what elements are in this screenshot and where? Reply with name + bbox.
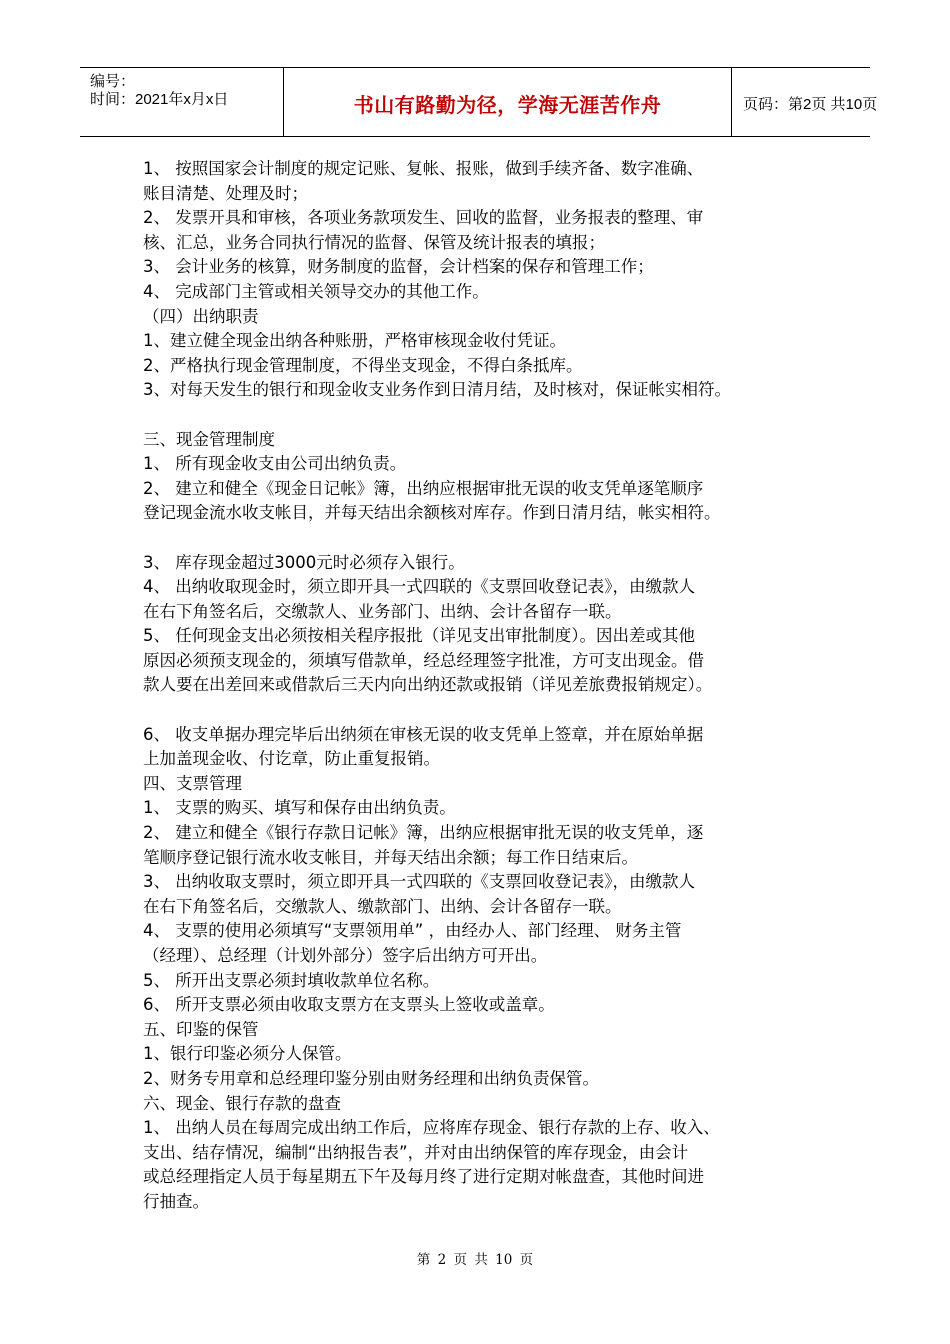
header-motto: 书山有路勤为径，学海无涯苦作舟 bbox=[353, 93, 662, 117]
text-line: （经理）、总经理（计划外部分）签字后出纳方可开出。 bbox=[143, 946, 548, 965]
text-line: 5、 所开出支票必须封填收款单位名称。 bbox=[143, 970, 440, 990]
text-line: 六、现金、银行存款的盘查 bbox=[143, 1093, 341, 1113]
document-body bbox=[143, 157, 833, 1215]
text-line: 6、 收支单据办理完毕后出纳须在审核无误的收支凭单上签章，并在原始单据 bbox=[143, 724, 704, 744]
text-line: 1、 支票的购买、填写和保存由出纳负责。 bbox=[143, 798, 456, 818]
page-header bbox=[80, 67, 878, 137]
text-line: 在右下角签名后，交缴款人、业务部门、出纳、会计各留存一联。 bbox=[143, 601, 622, 621]
text-line: 核、汇总，业务合同执行情况的监督、保管及统计报表的填报； bbox=[143, 232, 605, 252]
text-line: 登记现金流水收支帐目，并每天结出余额核对库存。作到日清月结，帐实相符。 bbox=[143, 503, 721, 523]
text-line: 2、 发票开具和审核，各项业务款项发生、回收的监督，业务报表的整理、审 bbox=[143, 208, 704, 228]
text-line: 6、 所开支票必须由收取支票方在支票头上签收或盖章。 bbox=[143, 995, 555, 1015]
text-line: 4、 支票的使用必须填写“支票领用单” ，由经办人、部门经理、 财务主管 bbox=[143, 921, 682, 941]
text-line: 3、 会计业务的核算，财务制度的监督，会计档案的保存和管理工作； bbox=[143, 257, 654, 277]
text-line: 在右下角签名后，交缴款人、缴款部门、出纳、会计各留存一联。 bbox=[143, 896, 622, 916]
text-line: 2、 建立和健全《现金日记帐》簿，出纳应根据审批无误的收支凭单逐笔顺序 bbox=[143, 478, 704, 498]
header-page-number: 页码：第2页 共10页 bbox=[743, 96, 878, 113]
text-line: （四）出纳职责 bbox=[143, 306, 259, 326]
text-line: 款人要在出差回来或借款后三天内向出纳还款或报销（详见差旅费报销规定）。 bbox=[143, 675, 713, 695]
text-line: 1、 出纳人员在每周完成出纳工作后，应将库存现金、银行存款的上存、收入、 bbox=[143, 1118, 720, 1138]
header-meta bbox=[80, 68, 280, 136]
text-line: 五、印鉴的保管 bbox=[143, 1019, 259, 1039]
text-line: 4、 出纳收取现金时，须立即开具一式四联的《支票回收登记表》，由缴款人 bbox=[143, 577, 695, 597]
text-line: 5、 任何现金支出必须按相关程序报批（详见支出审批制度）。因出差或其他 bbox=[143, 626, 695, 646]
text-line: 1、建立健全现金出纳各种账册，严格审核现金收付凭证。 bbox=[143, 331, 566, 351]
blank-line bbox=[143, 698, 833, 723]
text-line: 账目清楚、处理及时； bbox=[143, 183, 308, 203]
document-date-label: 时间：2021年x月x日 bbox=[90, 91, 229, 108]
text-line: 2、严格执行现金管理制度，不得坐支现金，不得白条抵库。 bbox=[143, 355, 583, 375]
blank-line bbox=[143, 403, 833, 428]
text-line: 原因必须预支现金的，须填写借款单，经总经理签字批准，方可支出现金。借 bbox=[143, 650, 704, 670]
document-number-label: 编号： bbox=[90, 73, 136, 90]
text-line: 4、 完成部门主管或相关领导交办的其他工作。 bbox=[143, 281, 489, 301]
text-line: 三、现金管理制度 bbox=[143, 429, 275, 449]
text-line: 1、银行印鉴必须分人保管。 bbox=[143, 1044, 352, 1064]
text-line: 或总经理指定人员于每星期五下午及每月终了进行定期对帐盘查，其他时间进 bbox=[143, 1167, 704, 1187]
text-line: 笔顺序登记银行流水收支帐目，并每天结出余额；每工作日结束后。 bbox=[143, 847, 638, 867]
text-line: 2、财务专用章和总经理印鉴分别由财务经理和出纳负责保管。 bbox=[143, 1068, 599, 1088]
text-line: 支出、结存情况，编制“出纳报告表”，并对由出纳保管的库存现金，由会计 bbox=[143, 1142, 689, 1162]
page-footer: 第 2 页 共 10 页 bbox=[416, 1252, 534, 1268]
text-line: 1、 所有现金收支由公司出纳负责。 bbox=[143, 454, 407, 474]
text-line: 3、 出纳收取支票时，须立即开具一式四联的《支票回收登记表》，由缴款人 bbox=[143, 872, 695, 892]
blank-line bbox=[143, 526, 833, 551]
text-line: 3、 库存现金超过3000元时必须存入银行。 bbox=[143, 552, 465, 572]
text-line: 上加盖现金收、付讫章，防止重复报销。 bbox=[143, 749, 440, 769]
header-page-cell bbox=[730, 68, 878, 136]
header-motto-cell bbox=[283, 68, 732, 136]
text-line: 四、支票管理 bbox=[143, 773, 242, 793]
text-line: 1、 按照国家会计制度的规定记账、复帐、报账，做到手续齐备、数字准确、 bbox=[143, 159, 704, 178]
text-line: 行抽查。 bbox=[143, 1191, 209, 1211]
text-line: 3、对每天发生的银行和现金收支业务作到日清月结，及时核对，保证帐实相符。 bbox=[143, 380, 731, 400]
text-line: 2、 建立和健全《银行存款日记帐》簿，出纳应根据审批无误的收支凭单，逐 bbox=[143, 823, 704, 843]
